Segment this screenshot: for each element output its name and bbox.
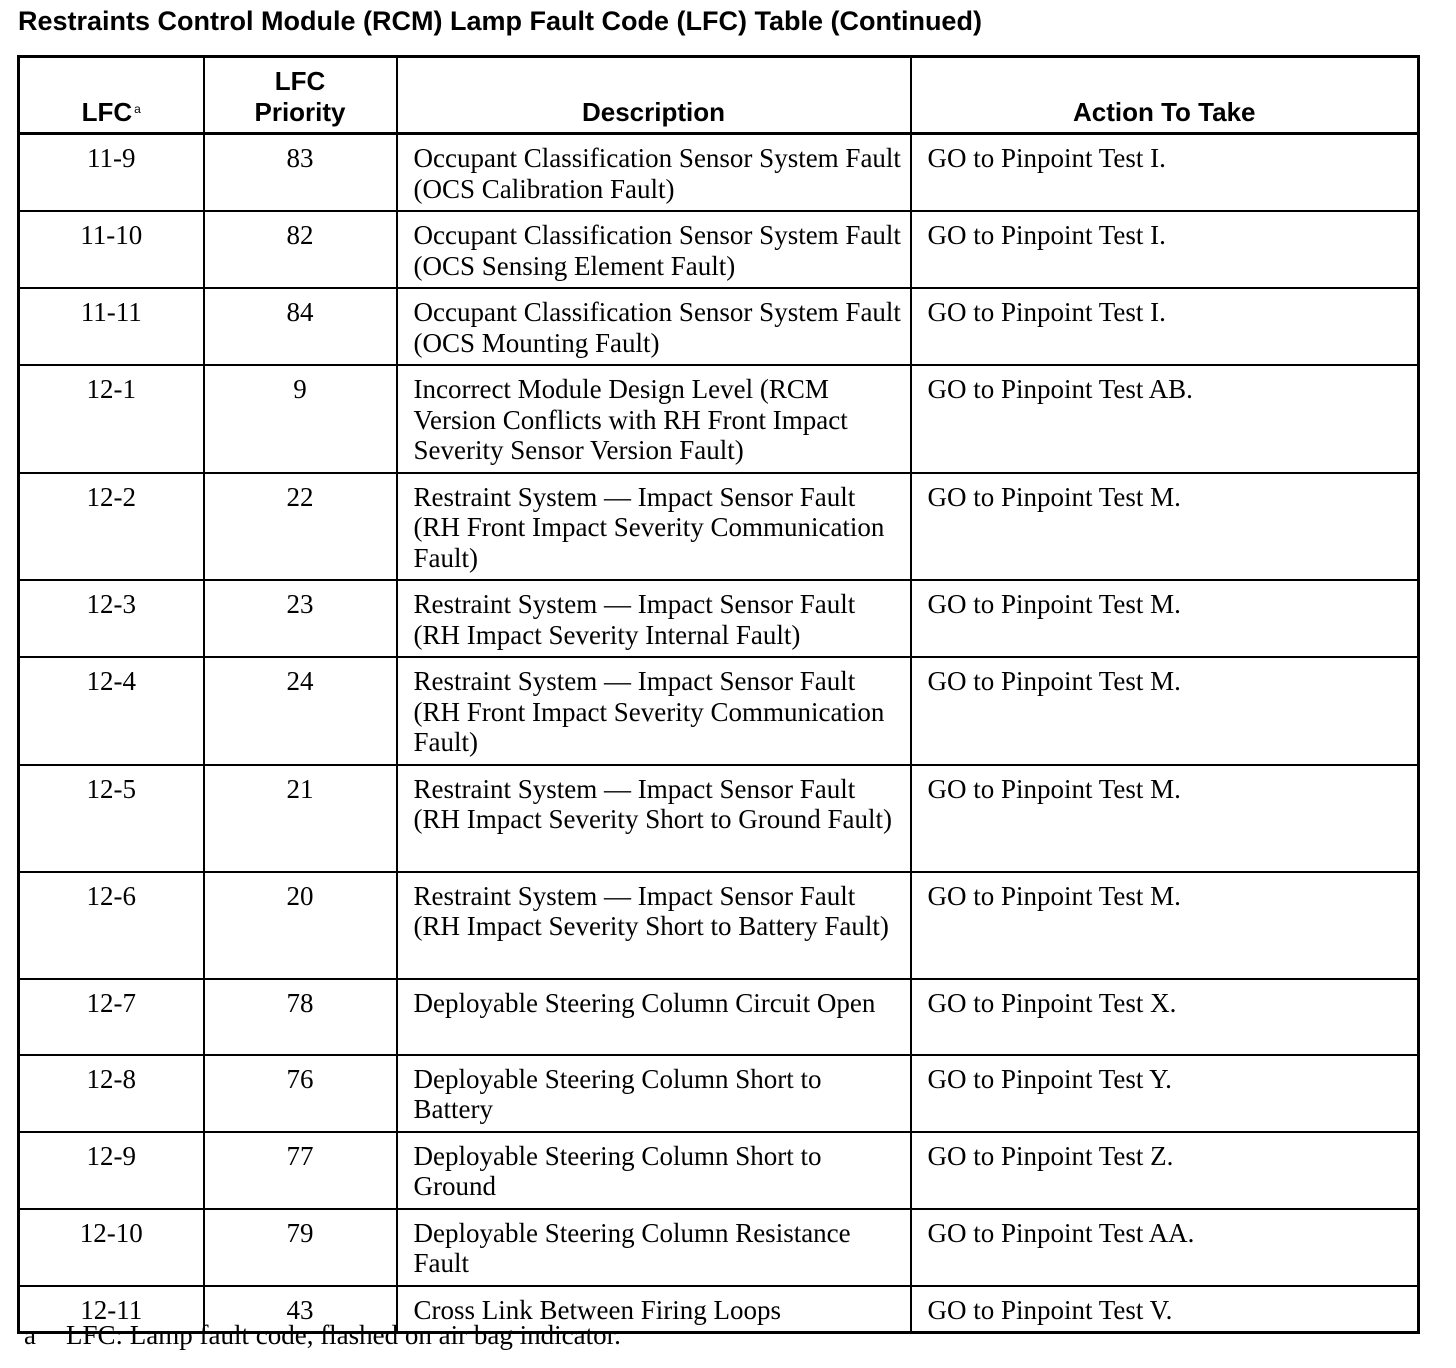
cell-lfc: 12-4: [19, 657, 204, 765]
table-row: [19, 979, 1419, 1055]
cell-description: Restraint System — Impact Sensor Fault (RH Impact Severity Short to Ground Fault): [397, 765, 911, 872]
cell-priority: 43: [204, 1286, 397, 1333]
cell-action: GO to Pinpoint Test I.: [911, 211, 1419, 288]
cell-lfc: 12-2: [19, 473, 204, 581]
cell-description: Occupant Classification Sensor System Fault (OCS Calibration Fault): [397, 134, 911, 212]
cell-action: GO to Pinpoint Test Z.: [911, 1132, 1419, 1209]
cell-description: Incorrect Module Design Level (RCM Version Conflicts with RH Front Impact Severity Sensor Version Fault): [397, 365, 911, 473]
cell-lfc: 12-6: [19, 872, 204, 979]
footnote-text: LFC: Lamp fault code, flashed on air bag indicator.: [66, 1320, 621, 1350]
cell-action: GO to Pinpoint Test V.: [911, 1286, 1419, 1333]
header-action: Action To Take: [911, 57, 1419, 134]
cell-action: GO to Pinpoint Test I.: [911, 134, 1419, 212]
cell-description: Restraint System — Impact Sensor Fault (RH Impact Severity Short to Battery Fault): [397, 872, 911, 979]
cell-priority: 22: [204, 473, 397, 581]
footnote: [24, 1320, 621, 1351]
cell-description: Deployable Steering Column Short to Battery: [397, 1055, 911, 1132]
cell-lfc: 12-1: [19, 365, 204, 473]
cell-priority: 24: [204, 657, 397, 765]
cell-priority: 77: [204, 1132, 397, 1209]
table-row: [19, 288, 1419, 365]
table-row: [19, 134, 1419, 212]
table-row: [19, 1209, 1419, 1286]
table-row: [19, 365, 1419, 473]
cell-priority: 78: [204, 979, 397, 1055]
footnote-marker: a: [24, 1320, 36, 1350]
cell-description: Occupant Classification Sensor System Fault (OCS Mounting Fault): [397, 288, 911, 365]
cell-priority: 83: [204, 134, 397, 212]
header-lfc: [19, 57, 204, 134]
cell-lfc: 11-9: [19, 134, 204, 212]
cell-lfc: 12-3: [19, 580, 204, 657]
header-priority-line2: Priority: [254, 97, 346, 127]
cell-lfc: 11-11: [19, 288, 204, 365]
cell-lfc: 11-10: [19, 211, 204, 288]
cell-description: Restraint System — Impact Sensor Fault (RH Impact Severity Internal Fault): [397, 580, 911, 657]
table-header-row: [19, 57, 1419, 134]
cell-description: Deployable Steering Column Short to Ground: [397, 1132, 911, 1209]
lfc-table: [17, 55, 1420, 1334]
cell-action: GO to Pinpoint Test M.: [911, 872, 1419, 979]
cell-action: GO to Pinpoint Test M.: [911, 765, 1419, 872]
cell-description: Restraint System — Impact Sensor Fault (RH Front Impact Severity Communication Fault): [397, 473, 911, 581]
table-row: [19, 473, 1419, 581]
cell-action: GO to Pinpoint Test Y.: [911, 1055, 1419, 1132]
cell-action: GO to Pinpoint Test X.: [911, 979, 1419, 1055]
header-lfc-priority: [204, 57, 397, 134]
cell-description: Occupant Classification Sensor System Fault (OCS Sensing Element Fault): [397, 211, 911, 288]
cell-lfc: 12-10: [19, 1209, 204, 1286]
cell-priority: 23: [204, 580, 397, 657]
cell-lfc: 12-11: [19, 1286, 204, 1333]
cell-lfc: 12-8: [19, 1055, 204, 1132]
cell-priority: 82: [204, 211, 397, 288]
cell-action: GO to Pinpoint Test M.: [911, 473, 1419, 581]
cell-description: Cross Link Between Firing Loops: [397, 1286, 911, 1333]
cell-priority: 76: [204, 1055, 397, 1132]
page-title: Restraints Control Module (RCM) Lamp Fault Code (LFC) Table (Continued): [18, 6, 982, 36]
cell-priority: 21: [204, 765, 397, 872]
table-row: [19, 765, 1419, 872]
table-row: [19, 1132, 1419, 1209]
cell-description: Deployable Steering Column Circuit Open: [397, 979, 911, 1055]
cell-action: GO to Pinpoint Test M.: [911, 657, 1419, 765]
cell-priority: 79: [204, 1209, 397, 1286]
cell-description: Restraint System — Impact Sensor Fault (RH Front Impact Severity Communication Fault): [397, 657, 911, 765]
header-lfc-label: LFC: [81, 97, 133, 127]
header-description: Description: [397, 57, 911, 134]
cell-priority: 84: [204, 288, 397, 365]
table-row: [19, 1055, 1419, 1132]
cell-lfc: 12-7: [19, 979, 204, 1055]
cell-action: GO to Pinpoint Test AA.: [911, 1209, 1419, 1286]
table-row: [19, 580, 1419, 657]
cell-description: Deployable Steering Column Resistance Fault: [397, 1209, 911, 1286]
footnote-ref-marker: a: [134, 102, 141, 116]
cell-priority: 9: [204, 365, 397, 473]
cell-priority: 20: [204, 872, 397, 979]
header-priority-line1: LFC: [274, 66, 326, 96]
cell-action: GO to Pinpoint Test M.: [911, 580, 1419, 657]
cell-lfc: 12-5: [19, 765, 204, 872]
cell-action: GO to Pinpoint Test I.: [911, 288, 1419, 365]
table-row: [19, 872, 1419, 979]
cell-action: GO to Pinpoint Test AB.: [911, 365, 1419, 473]
table-row: [19, 657, 1419, 765]
cell-lfc: 12-9: [19, 1132, 204, 1209]
table-row: [19, 211, 1419, 288]
